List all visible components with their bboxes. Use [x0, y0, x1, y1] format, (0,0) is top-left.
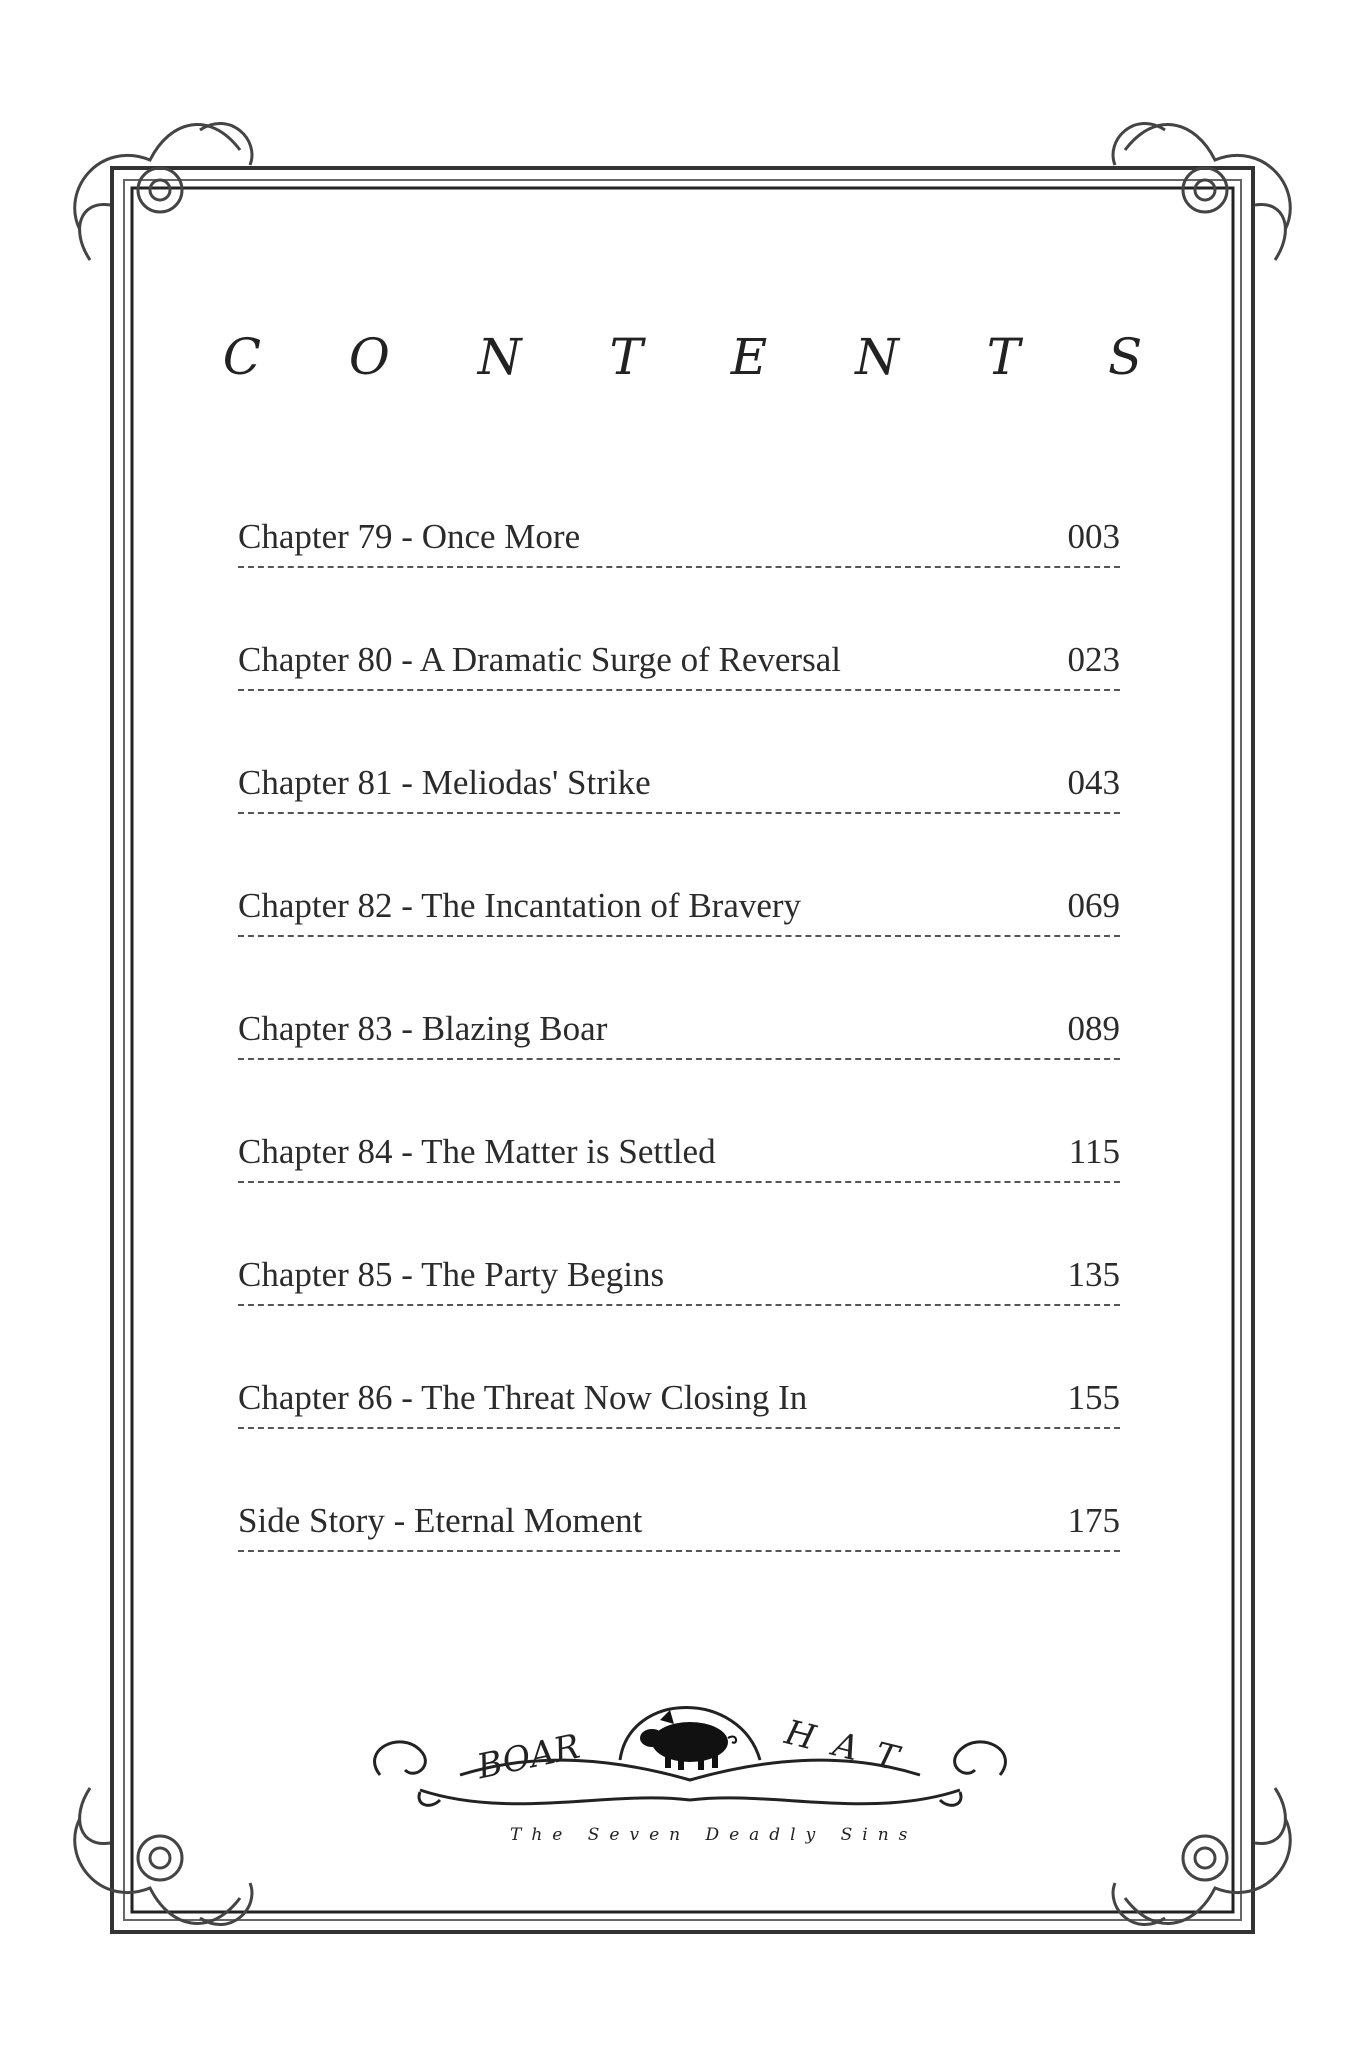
toc-entry-page: 175: [1067, 1501, 1120, 1540]
toc-entry-title: Chapter 86 - The Threat Now Closing In: [238, 1378, 808, 1417]
toc-entry-page: 043: [1067, 763, 1120, 802]
toc-entry: [238, 881, 1120, 1004]
boar-hat-emblem: [360, 1680, 1020, 1860]
dashed-leader: [238, 1058, 1120, 1060]
emblem-subtitle: The Seven Deadly Sins: [510, 1825, 918, 1845]
toc-entry-title: Chapter 83 - Blazing Boar: [238, 1009, 608, 1048]
toc-entry-title: Chapter 82 - The Incantation of Bravery: [238, 886, 802, 925]
toc-entry-title: Chapter 80 - A Dramatic Surge of Reversal: [238, 640, 841, 679]
dashed-leader: [238, 1181, 1120, 1183]
corner-ornament-top-left: [75, 123, 252, 260]
toc-entry: [238, 1373, 1120, 1496]
toc-entry-title: Chapter 85 - The Party Begins: [238, 1255, 665, 1294]
corner-ornament-top-right: [1113, 123, 1290, 260]
toc-entry: [238, 1250, 1120, 1373]
dashed-leader: [238, 1550, 1120, 1552]
toc-entry: [238, 1004, 1120, 1127]
toc-entry-page: 089: [1067, 1009, 1120, 1048]
corner-ornament-bottom-left: [75, 1788, 252, 1925]
toc-entry-page: 135: [1067, 1255, 1120, 1294]
page-title: C O N T E N T S: [222, 328, 1179, 386]
toc-entry-page: 003: [1067, 517, 1120, 556]
dashed-leader: [238, 812, 1120, 814]
toc-entry-title: Side Story - Eternal Moment: [238, 1501, 643, 1540]
toc-entry-page: 115: [1068, 1132, 1120, 1171]
pig-icon: [640, 1710, 736, 1770]
table-of-contents: [238, 512, 1120, 1619]
toc-entry: [238, 635, 1120, 758]
toc-entry: [238, 512, 1120, 635]
toc-entry: [238, 758, 1120, 881]
toc-entry-page: 069: [1067, 886, 1120, 925]
toc-entry: [238, 1496, 1120, 1619]
corner-ornament-bottom-right: [1113, 1788, 1290, 1925]
toc-entry-title: Chapter 79 - Once More: [238, 517, 581, 556]
dashed-leader: [238, 689, 1120, 691]
toc-entry-title: Chapter 81 - Meliodas' Strike: [238, 763, 651, 802]
emblem-word-left: BOAR: [473, 1726, 584, 1788]
dashed-leader: [238, 1304, 1120, 1306]
toc-entry: [238, 1127, 1120, 1250]
toc-entry-title: Chapter 84 - The Matter is Settled: [238, 1132, 716, 1171]
toc-entry-page: 155: [1067, 1378, 1120, 1417]
dashed-leader: [238, 935, 1120, 937]
dashed-leader: [238, 566, 1120, 568]
dashed-leader: [238, 1427, 1120, 1429]
toc-entry-page: 023: [1067, 640, 1120, 679]
emblem-word-right: HAT: [780, 1712, 922, 1784]
